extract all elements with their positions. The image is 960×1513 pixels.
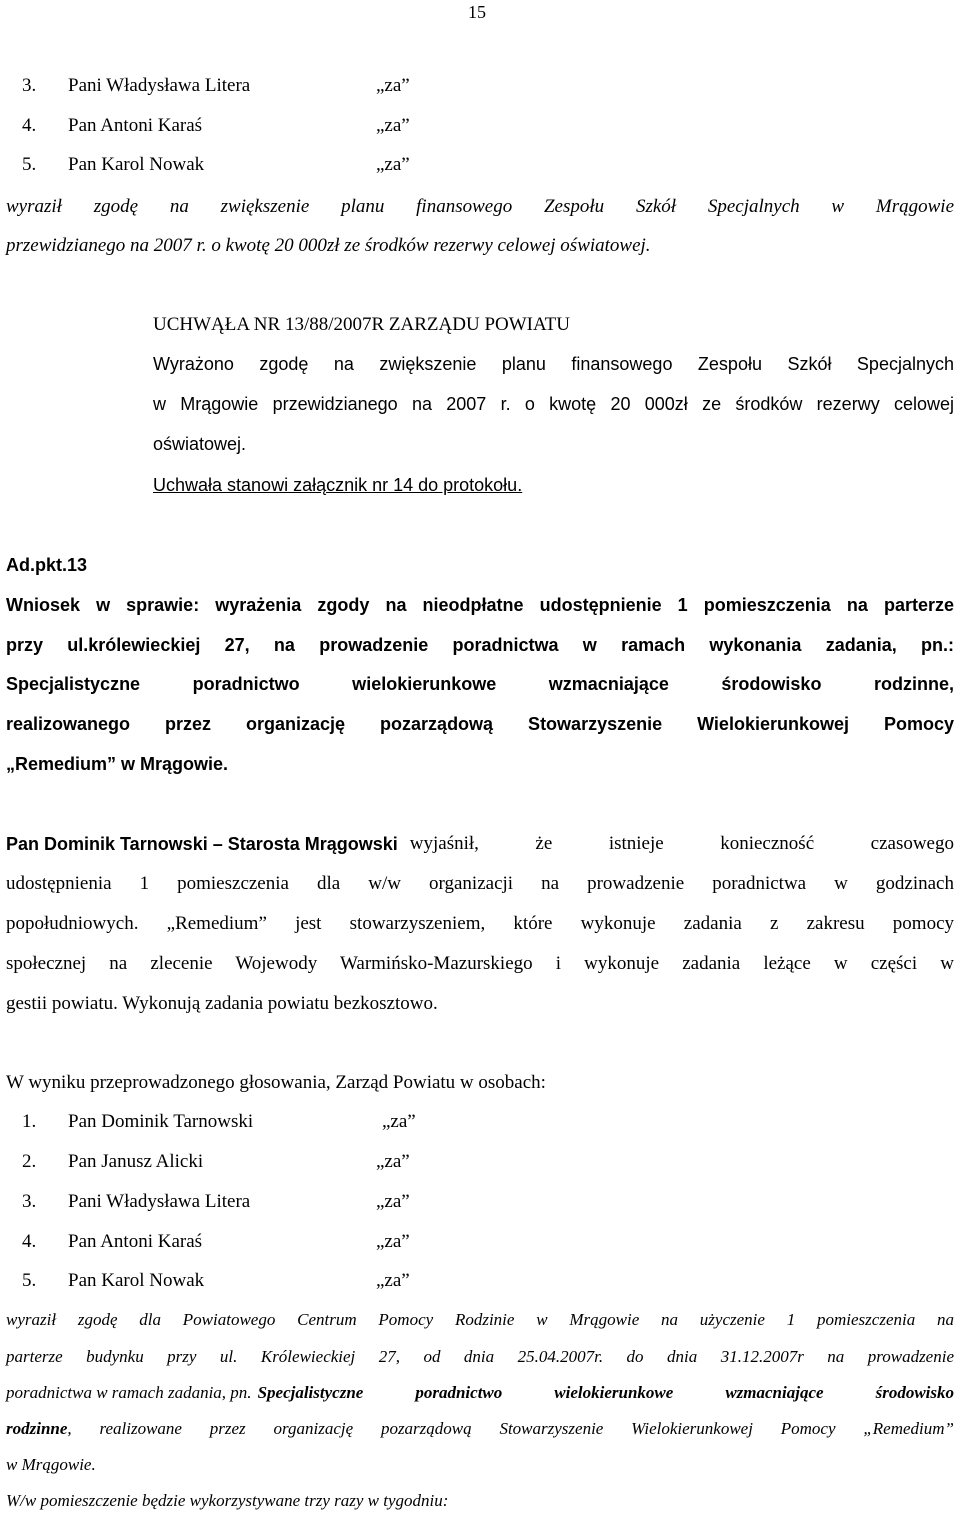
- voter-name: Pan Karol Nowak: [68, 154, 205, 175]
- voter-name: Pan Antoni Karaś: [68, 1231, 203, 1252]
- agenda-item-text: realizowanego przez organizację pozarządową Stowarzyszenie Wielokierunkowej Pomocy: [6, 714, 954, 734]
- explanation-text: popołudniowych. „Remedium” jest stowarzyszeniem, które wykonuje zadania z zakresu pomocy: [6, 913, 954, 934]
- consent-emphasis: Specjalistyczne poradnictwo wielokierunkowe wzmacniające środowisko: [257, 1383, 954, 1402]
- vote-value: „za”: [376, 1191, 410, 1212]
- vote-number: 5.: [22, 154, 37, 175]
- consent-line: wyraził zgodę dla Powiatowego Centrum Pomocy Rodzinie w Mrągowie na użyczenie 1 pomieszczenia na: [6, 1310, 954, 1329]
- vote-value: „za”: [376, 75, 410, 96]
- vote-number: 2.: [22, 1151, 37, 1172]
- consent-line: [6, 1419, 954, 1439]
- voter-name: Pan Antoni Karaś: [68, 115, 203, 136]
- consent-line: wyraził zgodę na zwiększenie planu finansowego Zespołu Szkół Specjalnych w Mrągowie: [6, 196, 954, 217]
- explanation-line: [6, 833, 954, 855]
- vote-number: 4.: [22, 115, 37, 136]
- vote-number: 1.: [22, 1111, 37, 1132]
- consent-line: [6, 1383, 954, 1403]
- consent-text: , realizowane przez organizację pozarządową Stowarzyszenie Wielokierunkowej Pomocy „Remedium”: [67, 1419, 954, 1438]
- vote-value: „za”: [376, 115, 410, 136]
- vote-value: „za”: [376, 1151, 410, 1172]
- vote-value: „za”: [382, 1111, 416, 1132]
- voter-name: Pan Dominik Tarnowski: [68, 1111, 254, 1132]
- agenda-item-text: „Remedium” w Mrągowie.: [6, 754, 229, 774]
- speaker-name: Pan Dominik Tarnowski – Starosta Mrągowski: [6, 834, 398, 854]
- consent-line: w Mrągowie.: [6, 1455, 96, 1474]
- consent-line: W/w pomieszczenie będzie wykorzystywane trzy razy w tygodniu:: [6, 1491, 449, 1510]
- explanation-text: wyjaśnił, że istnieje konieczność czasowego: [409, 833, 954, 854]
- resolution-text: oświatowej.: [153, 434, 247, 454]
- vote-value: „za”: [376, 1231, 410, 1252]
- explanation-text: udostępnienia 1 pomieszczenia dla w/w organizacji na prowadzenie poradnictwa w godzinach: [6, 873, 954, 894]
- agenda-item-heading: Ad.pkt.13: [6, 555, 88, 575]
- vote-number: 3.: [22, 1191, 37, 1212]
- voter-name: Pan Karol Nowak: [68, 1270, 205, 1291]
- consent-text: poradnictwa w ramach zadania, pn.: [6, 1383, 252, 1402]
- voter-name: Pan Janusz Alicki: [68, 1151, 204, 1172]
- resolution-text: Wyrażono zgodę na zwiększenie planu finansowego Zespołu Szkół Specjalnych: [153, 354, 954, 374]
- vote-number: 3.: [22, 75, 37, 96]
- consent-line: przewidzianego na 2007 r. o kwotę 20 000zł ze środków rezerwy celowej oświatowej.: [6, 235, 651, 256]
- explanation-text: społecznej na zlecenie Wojewody Warmińsko-Mazurskiego i wykonuje zadania leżące w części w: [6, 953, 954, 974]
- voter-name: Pani Władysława Litera: [68, 75, 251, 96]
- voter-name: Pani Władysława Litera: [68, 1191, 251, 1212]
- page-number: 15: [468, 2, 486, 22]
- agenda-item-text: Wniosek w sprawie: wyrażenia zgody na nieodpłatne udostępnienie 1 pomieszczenia na parterze: [6, 595, 954, 615]
- vote-number: 4.: [22, 1231, 37, 1252]
- resolution-title: UCHWĄŁA NR 13/88/2007R ZARZĄDU POWIATU: [153, 314, 570, 335]
- resolution-attachment: Uchwała stanowi załącznik nr 14 do protokołu.: [153, 475, 523, 495]
- consent-emphasis: rodzinne: [6, 1419, 68, 1438]
- vote-value: „za”: [376, 154, 410, 175]
- voting-intro: W wyniku przeprowadzonego głosowania, Zarząd Powiatu w osobach:: [6, 1072, 546, 1093]
- resolution-text: w Mrągowie przewidzianego na 2007 r. o kwotę 20 000zł ze środków rezerwy celowej: [153, 394, 954, 414]
- consent-line: parterze budynku przy ul. Królewieckiej 27, od dnia 25.04.2007r. do dnia 31.12.2007r na prowadzenie: [6, 1347, 954, 1366]
- explanation-text: gestii powiatu. Wykonują zadania powiatu bezkosztowo.: [6, 993, 438, 1014]
- agenda-item-text: Specjalistyczne poradnictwo wielokierunkowe wzmacniające środowisko rodzinne,: [6, 674, 954, 694]
- agenda-item-text: przy ul.królewieckiej 27, na prowadzenie poradnictwa w ramach wykonania zadania, pn.:: [6, 635, 954, 655]
- vote-number: 5.: [22, 1270, 37, 1291]
- vote-value: „za”: [376, 1270, 410, 1291]
